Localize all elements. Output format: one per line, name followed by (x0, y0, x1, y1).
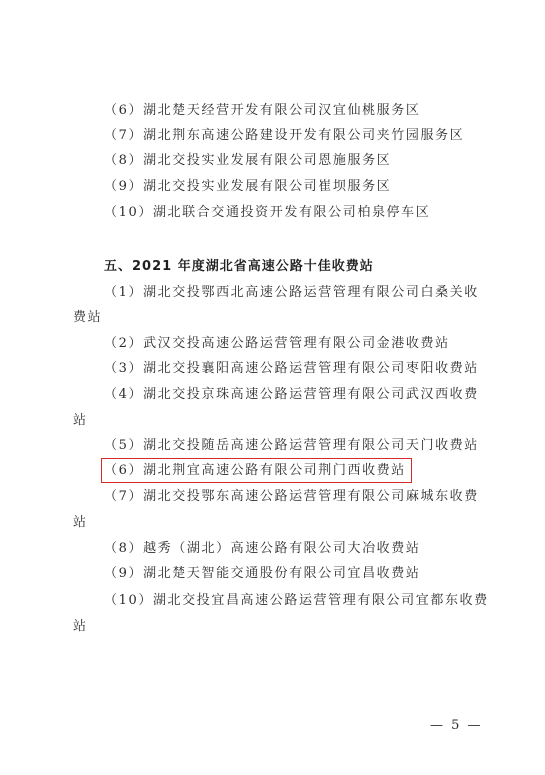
page-number: — 5 — (430, 718, 483, 733)
toll-station-item: （1）湖北交投鄂西北高速公路运营管理有限公司白桑关收 (104, 285, 479, 300)
toll-station-item-highlighted: （6）湖北荆宜高速公路有限公司荆门西收费站 (104, 463, 406, 478)
toll-station-item-wrap: 站 (73, 413, 88, 428)
service-area-item: （6）湖北楚天经营开发有限公司汉宜仙桃服务区 (104, 103, 421, 118)
service-area-item: （8）湖北交投实业发展有限公司恩施服务区 (104, 153, 392, 168)
service-area-item: （7）湖北荆东高速公路建设开发有限公司夹竹园服务区 (104, 128, 465, 143)
toll-station-item: （8）越秀（湖北）高速公路有限公司大冶收费站 (104, 541, 421, 556)
toll-station-item: （9）湖北楚天智能交通股份有限公司宜昌收费站 (104, 566, 421, 581)
toll-station-item-wrap: 站 (73, 515, 88, 530)
service-area-item: （10）湖北联合交通投资开发有限公司柏泉停车区 (104, 205, 431, 220)
toll-station-item: （4）湖北交投京珠高速公路运营管理有限公司武汉西收费 (104, 387, 479, 402)
toll-station-item: （10）湖北交投宜昌高速公路运营管理有限公司宜都东收费 (104, 593, 489, 608)
toll-station-item: （3）湖北交投襄阳高速公路运营管理有限公司枣阳收费站 (104, 361, 479, 376)
toll-station-item-wrap: 站 (73, 619, 88, 634)
toll-station-item: （2）武汉交投高速公路运营管理有限公司金港收费站 (104, 336, 450, 351)
toll-station-item: （5）湖北交投随岳高速公路运营管理有限公司天门收费站 (104, 438, 479, 453)
toll-station-item: （7）湖北交投鄂东高速公路运营管理有限公司麻城东收费 (104, 489, 479, 504)
section-heading: 五、2021 年度湖北省高速公路十佳收费站 (104, 259, 374, 274)
toll-station-item-wrap: 费站 (73, 310, 103, 325)
service-area-item: （9）湖北交投实业发展有限公司崔坝服务区 (104, 179, 392, 194)
